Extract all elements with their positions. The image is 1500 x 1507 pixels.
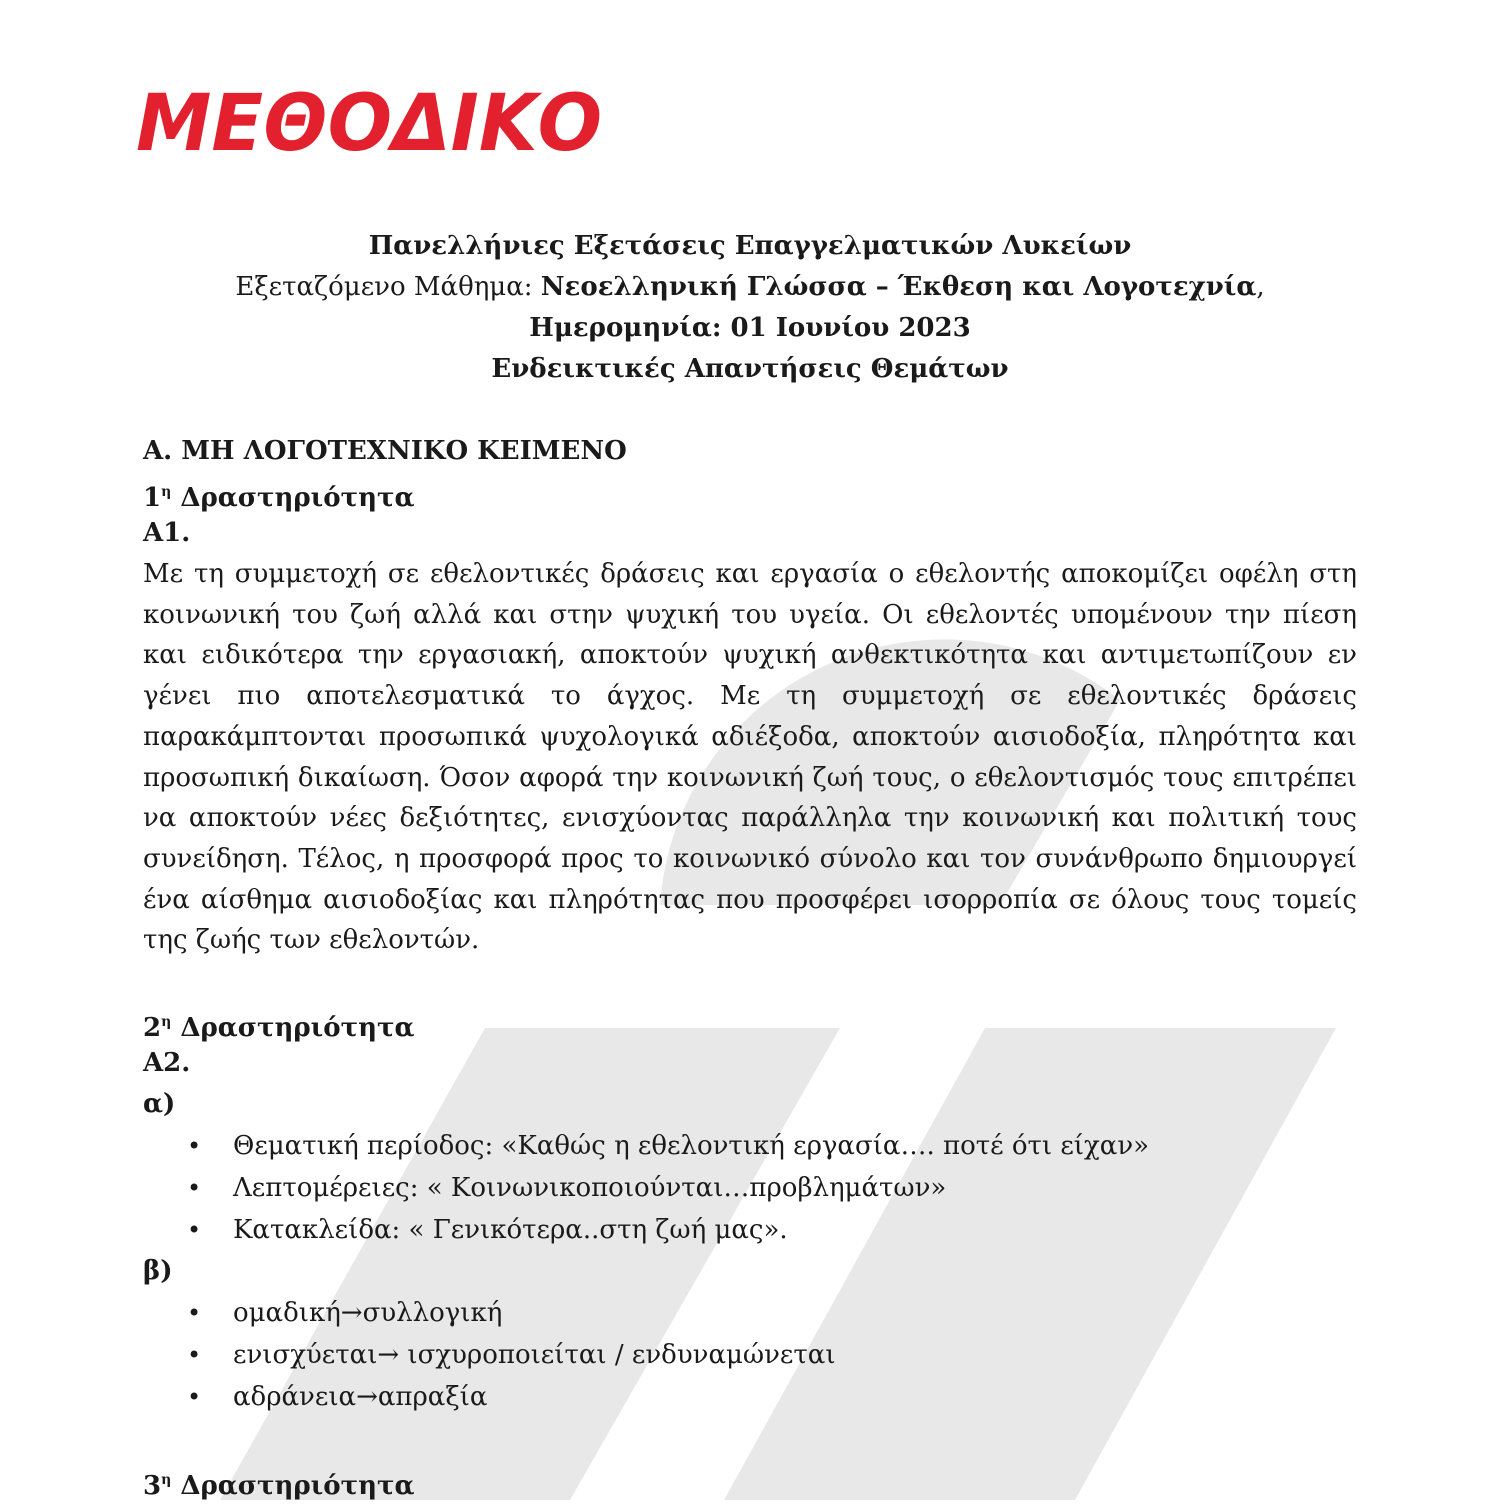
header-title: Πανελλήνιες Εξετάσεις Επαγγελματικών Λυκείων [368,231,1132,261]
section-title: Α. ΜΗ ΛΟΓΟΤΕΧΝΙΚΟ ΚΕΙΜΕΝΟ [143,436,627,466]
activity-1-heading: $1^\eta$ Δραστηριότητα [143,483,415,513]
list-item: • ομαδική→συλλογική [143,1292,1357,1334]
activity-1-block [143,431,1357,961]
part-a-label: α) [143,1089,176,1119]
activity-2-block [143,1002,1357,1418]
activity-3-block [143,1460,1357,1501]
question-a2: Α2. [143,1048,191,1078]
list-item: • Κατακλείδα: « Γενικότερα..στη ζωή μας». [143,1209,1357,1251]
svg-text:ΜΕΘΟΔΙΚΟ: ΜΕΘΟΔΙΚΟ [136,88,602,160]
activity-3-heading: $3^\eta$ Δραστηριότητα [143,1471,415,1501]
part-a-list [143,1125,1357,1251]
methodiko-logo [136,88,606,160]
list-item: • αδράνεια→απραξία [143,1376,1357,1418]
document-header [0,226,1500,390]
list-item: • ενισχύεται→ ισχυροποιείται / ενδυναμώνεται [143,1334,1357,1376]
header-subject-line: Εξεταζόμενο Μάθημα: Νεοελληνική Γλώσσα – Έκθεση και Λογοτεχνία, [235,272,1265,302]
header-date: Ημερομηνία: 01 Ιουνίου 2023 [529,313,971,343]
part-b-list [143,1292,1357,1418]
answer-a1-paragraph: Με τη συμμετοχή σε εθελοντικές δράσεις και εργασία ο εθελοντής αποκομίζει οφέλη στη κοινωνική του ζωή αλλά και στην ψυχική του υγεία. Οι εθελοντές υπομένουν την πίεση και ειδικότερα την εργασιακή, αποκτούν ψυχική ανθεκτικότητα και αντιμετωπίζουν εν γένει πιο αποτελεσματικά το άγχος. Με τη συμμετοχή σε εθελοντικές δράσεις παρακάμπτονται προσωπικά ψυχολογικά αδιέξοδα, αποκτούν αισιοδοξία, πληρότητα και προσωπική δικαίωση. Όσον αφορά την κοινωνική ζωή τους, ο εθελοντισμός τους επιτρέπει να αποκτούν νέες δεξιότητες, ενισχύοντας παράλληλα την κοινωνική και πολιτική τους συνείδηση. Τέλος, η προσφορά προς το κοινωνικό σύνολο και τον συνάνθρωπο δημιουργεί ένα αίσθημα αισιοδοξίας και πληρότητας που προσφέρει ισορροπία σε όλους τους τομείς της ζωής των εθελοντών. [143,559,1357,956]
list-item: • Θεματική περίοδος: «Καθώς η εθελοντική εργασία…. ποτέ ότι είχαν» [143,1125,1357,1167]
header-subtitle: Ενδεικτικές Απαντήσεις Θεμάτων [491,354,1009,384]
list-item: • Λεπτομέρειες: « Κοινωνικοποιούνται…προβλημάτων» [143,1167,1357,1209]
part-b-label: β) [143,1256,173,1286]
activity-2-heading: $2^\eta$ Δραστηριότητα [143,1013,415,1043]
question-a1: Α1. [143,518,191,548]
